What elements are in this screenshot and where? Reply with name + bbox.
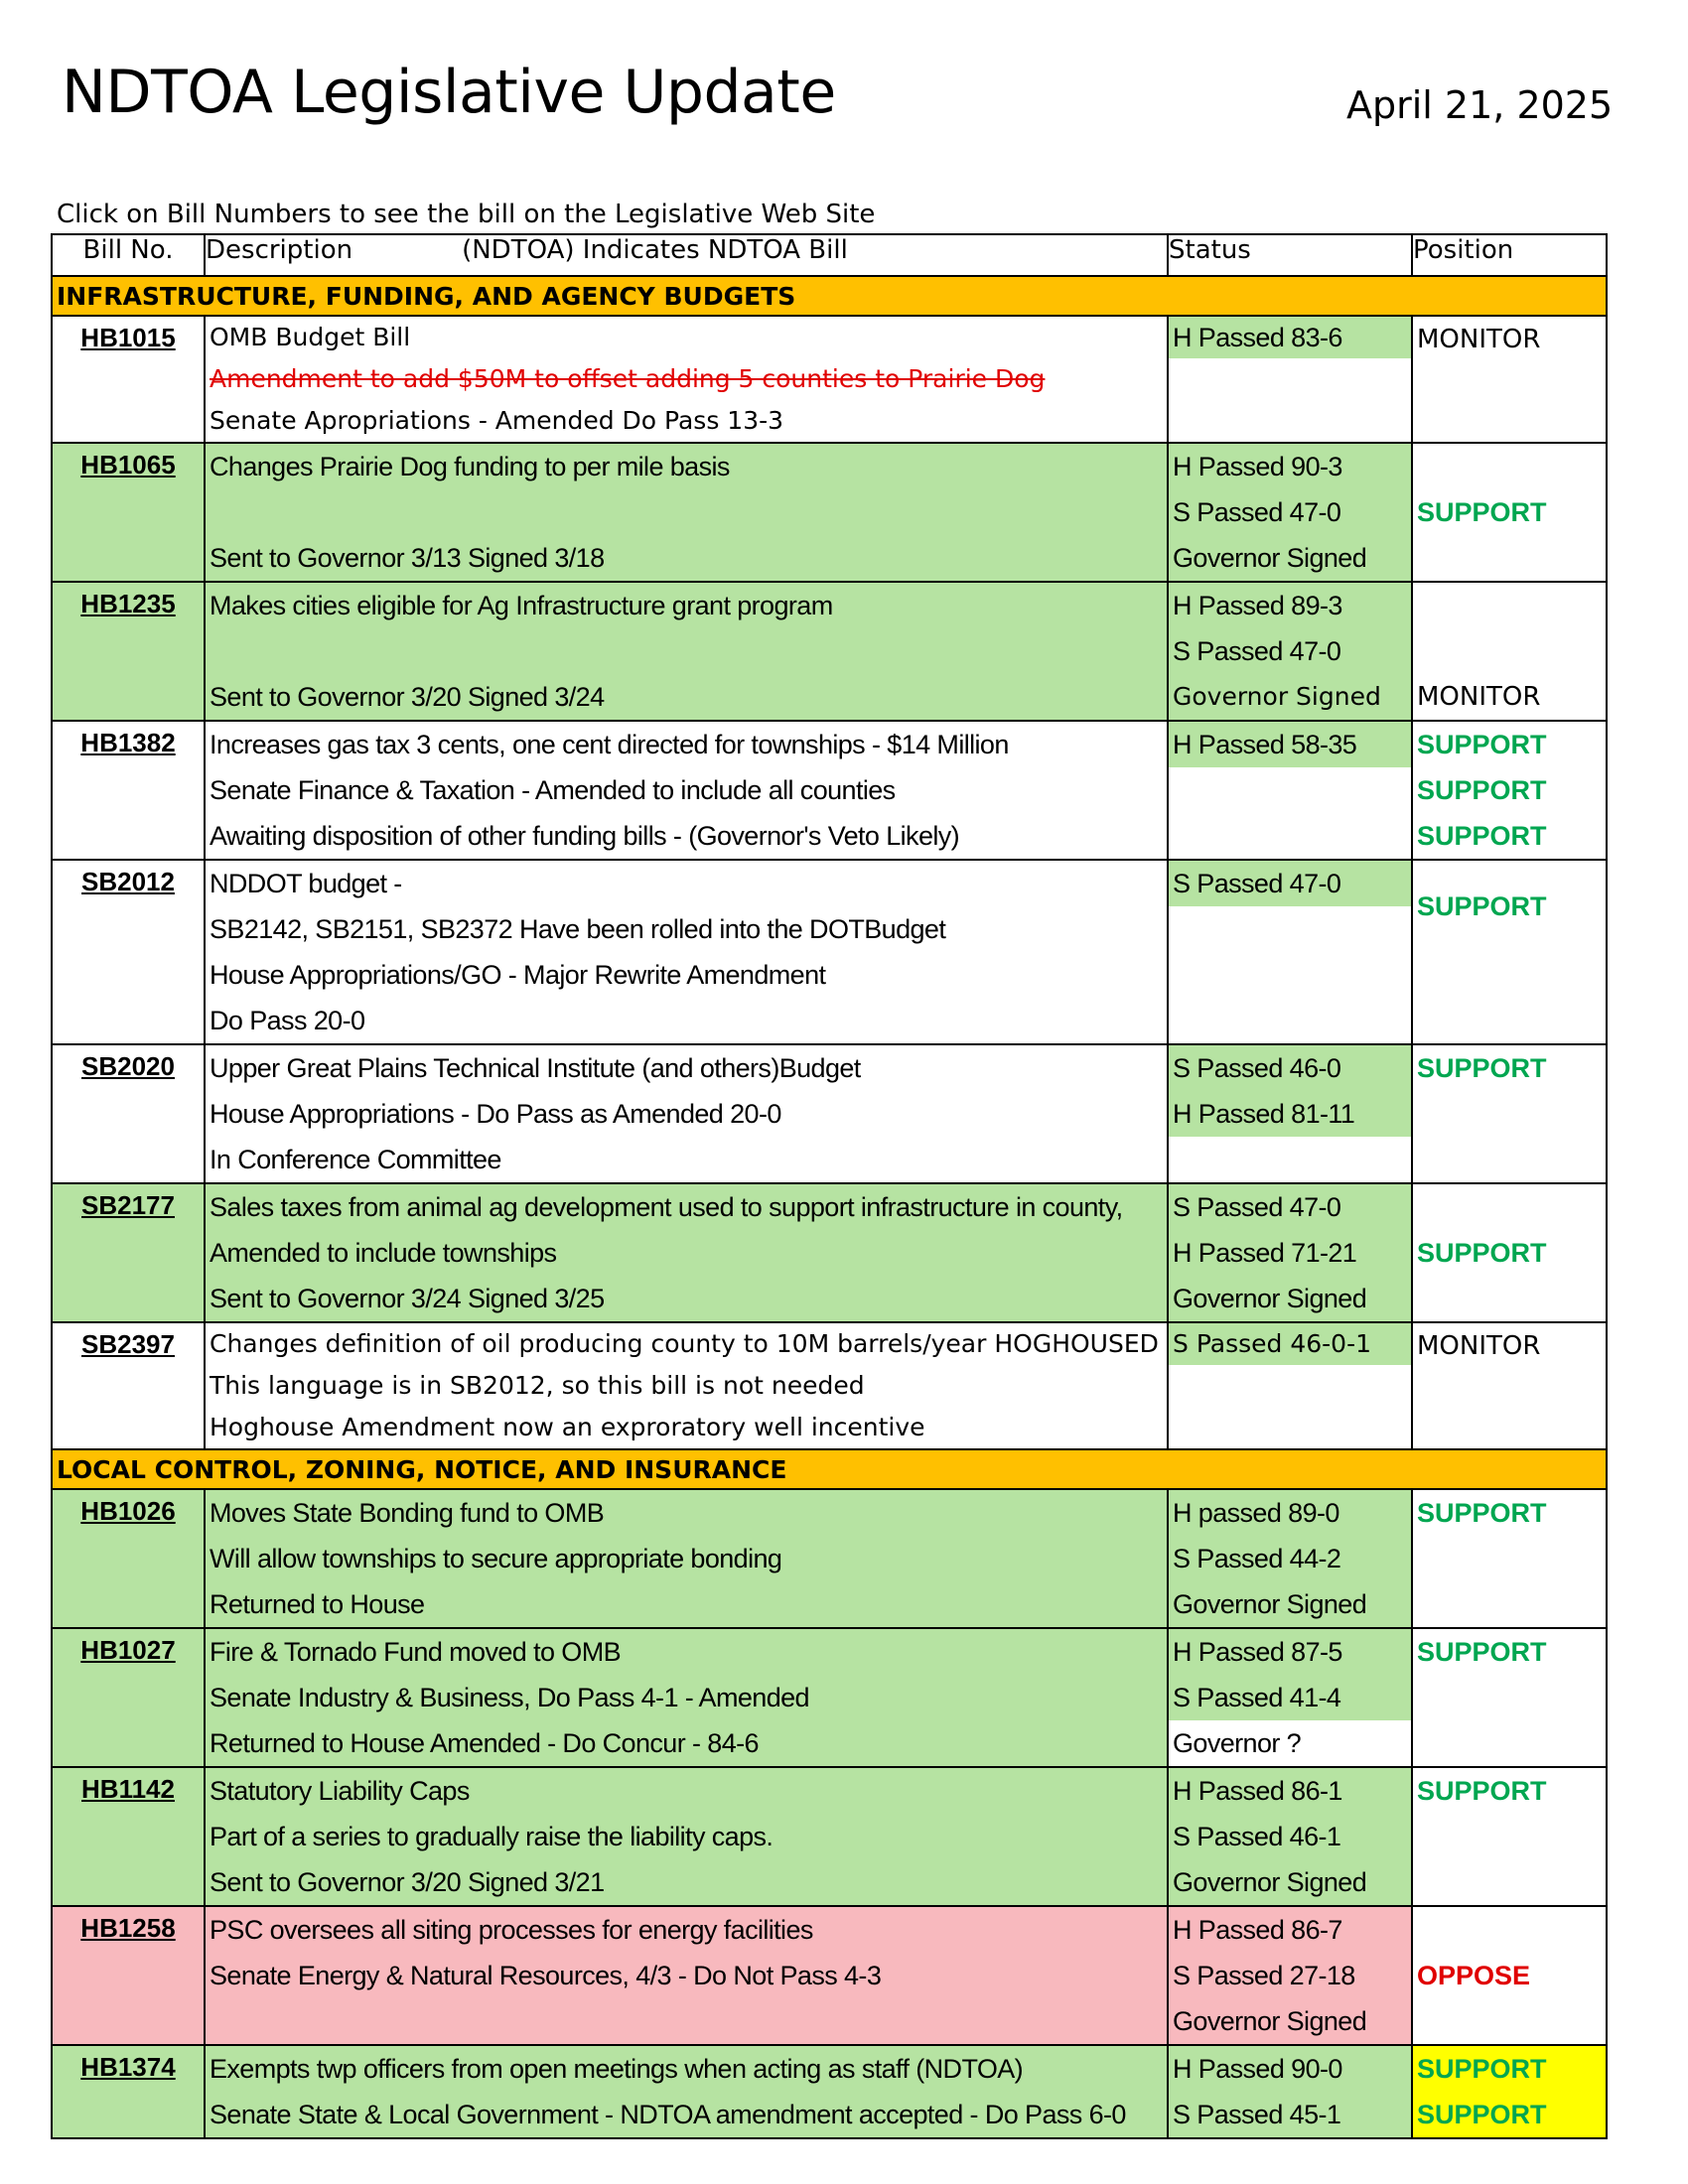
status-line: H Passed 71-21: [1169, 1230, 1411, 1276]
description-line: Returned to House Amended - Do Concur - 84-6: [210, 1728, 759, 1758]
description-line: Amendment to add $50M to offset adding 5 counties to Prairie Dog: [210, 364, 1046, 393]
bill-number-cell: [52, 721, 205, 860]
bill-link[interactable]: HB1027: [80, 1635, 176, 1665]
status-line: Governor ?: [1169, 1720, 1411, 1766]
status-cell: [1168, 1322, 1412, 1449]
description-line: This language is in SB2012, so this bill is not needed: [210, 1371, 865, 1400]
bill-number-cell: [52, 1628, 205, 1767]
description-line: Sent to Governor 3/13 Signed 3/18: [210, 543, 605, 573]
bill-link[interactable]: SB2020: [81, 1051, 175, 1081]
description-line: Senate Industry & Business, Do Pass 4-1 - Amended: [210, 1683, 809, 1712]
description-cell: [205, 2045, 1168, 2138]
status-line: S Passed 47-0: [1169, 861, 1411, 906]
position-badge: MONITOR: [1417, 682, 1541, 712]
status-cell: [1168, 1906, 1412, 2045]
page-title: NDTOA Legislative Update: [62, 58, 836, 127]
position-cell: [1412, 2045, 1607, 2138]
status-cell: [1168, 582, 1412, 721]
table-header-row: [52, 234, 1607, 276]
description-line: OMB Budget Bill: [210, 323, 411, 351]
description-line: Sent to Governor 3/24 Signed 3/25: [210, 1284, 605, 1313]
position-badge: SUPPORT: [1417, 1498, 1547, 1528]
bill-table: [51, 233, 1608, 2139]
section-header-row: [52, 1449, 1607, 1489]
position-cell: [1412, 443, 1607, 582]
position-cell: [1412, 1906, 1607, 2045]
position-badge: SUPPORT: [1417, 1776, 1547, 1806]
description-line: In Conference Committee: [210, 1145, 501, 1174]
status-line: S Passed 44-2: [1169, 1536, 1411, 1581]
position-cell: [1412, 721, 1607, 860]
status-line: H Passed 87-5: [1169, 1629, 1411, 1675]
description-line: Fire & Tornado Fund moved to OMB: [210, 1637, 621, 1667]
description-line: Increases gas tax 3 cents, one cent directed for townships - $14 Million: [210, 730, 1009, 759]
status-line: H Passed 83-6: [1169, 317, 1411, 358]
position-badge: SUPPORT: [1413, 2092, 1606, 2137]
bill-number-cell: [52, 1906, 205, 2045]
position-cell: [1412, 1489, 1607, 1628]
status-cell: [1168, 1767, 1412, 1906]
table-row: [52, 2045, 1607, 2138]
description-line: Do Pass 20-0: [210, 1006, 365, 1035]
description-line: Sent to Governor 3/20 Signed 3/21: [210, 1867, 605, 1897]
bill-number-cell: [52, 316, 205, 443]
status-line: [1169, 1137, 1411, 1182]
position-cell: [1412, 1044, 1607, 1183]
description-cell: [205, 443, 1168, 582]
bill-number-cell: [52, 582, 205, 721]
description-cell: [205, 1489, 1168, 1628]
table-row: [52, 1767, 1607, 1906]
bill-number-cell: [52, 1767, 205, 1906]
description-line: [206, 489, 1167, 535]
status-line: H Passed 86-1: [1169, 1768, 1411, 1814]
status-line: [1169, 813, 1411, 859]
status-line: S Passed 46-0: [1169, 1045, 1411, 1091]
description-line: Senate Apropriations - Amended Do Pass 13-3: [210, 406, 784, 435]
status-cell: [1168, 860, 1412, 1044]
bill-link[interactable]: HB1026: [80, 1496, 176, 1526]
table-row: [52, 1322, 1607, 1449]
status-line: S Passed 41-4: [1169, 1675, 1411, 1720]
description-line: Will allow townships to secure appropriate bonding: [210, 1544, 782, 1573]
status-line: Governor Signed: [1169, 1276, 1411, 1321]
table-row: [52, 1489, 1607, 1628]
description-line: Moves State Bonding fund to OMB: [210, 1498, 605, 1528]
position-badge: SUPPORT: [1413, 2046, 1606, 2092]
description-line: Changes Prairie Dog funding to per mile basis: [210, 452, 730, 481]
description-line: SB2142, SB2151, SB2372 Have been rolled into the DOTBudget: [210, 914, 946, 944]
description-note: (NDTOA) Indicates NDTOA Bill: [462, 235, 848, 265]
table-row: [52, 1044, 1607, 1183]
link-instruction: Click on Bill Numbers to see the bill on the Legislative Web Site: [57, 200, 876, 229]
bill-number-cell: [52, 1044, 205, 1183]
description-cell: [205, 1044, 1168, 1183]
description-cell: [205, 860, 1168, 1044]
description-cell: [205, 721, 1168, 860]
bill-link[interactable]: HB1015: [80, 323, 176, 352]
status-line: H Passed 90-0: [1169, 2046, 1411, 2092]
table-row: [52, 1183, 1607, 1322]
bill-link[interactable]: HB1258: [80, 1913, 176, 1943]
description-line: Makes cities eligible for Ag Infrastructure grant program: [210, 591, 833, 620]
status-line: S Passed 47-0: [1169, 1184, 1411, 1230]
bill-link[interactable]: HB1065: [80, 450, 176, 479]
bill-link[interactable]: SB2177: [81, 1190, 175, 1220]
bill-number-cell: [52, 1322, 205, 1449]
position-badge: SUPPORT: [1417, 1238, 1547, 1268]
description-cell: [205, 582, 1168, 721]
status-line: S Passed 47-0: [1169, 628, 1411, 674]
description-line: Part of a series to gradually raise the liability caps.: [210, 1822, 774, 1851]
position-badge: SUPPORT: [1417, 730, 1547, 759]
status-line: [1169, 952, 1411, 998]
description-line: Statutory Liability Caps: [210, 1776, 470, 1806]
description-line: Upper Great Plains Technical Institute (and others)Budget: [210, 1053, 861, 1083]
report-date: April 21, 2025: [1346, 83, 1614, 127]
status-line: S Passed 46-1: [1169, 1814, 1411, 1859]
description-line: House Appropriations/GO - Major Rewrite Amendment: [210, 960, 826, 990]
table-row: [52, 443, 1607, 582]
status-cell: [1168, 721, 1412, 860]
status-line: Governor Signed: [1169, 1998, 1411, 2044]
status-line: H Passed 89-3: [1169, 583, 1411, 628]
bill-link[interactable]: HB1382: [80, 728, 176, 757]
status-cell: [1168, 2045, 1412, 2138]
status-line: H Passed 86-7: [1169, 1907, 1411, 1953]
status-line: [1169, 400, 1411, 442]
position-badge: SUPPORT: [1417, 821, 1547, 851]
position-badge: MONITOR: [1417, 325, 1541, 354]
status-line: S Passed 47-0: [1169, 489, 1411, 535]
status-line: [1169, 1365, 1411, 1407]
bill-link[interactable]: SB2397: [81, 1329, 175, 1359]
bill-link[interactable]: HB1374: [80, 2052, 176, 2082]
description-line: Exempts twp officers from open meetings when acting as staff (NDTOA): [210, 2054, 1024, 2084]
position-cell: [1412, 1322, 1607, 1449]
description-line: House Appropriations - Do Pass as Amended 20-0: [210, 1099, 781, 1129]
table-row: [52, 316, 1607, 443]
description-line: Senate Finance & Taxation - Amended to include all counties: [210, 775, 896, 805]
description-line: Awaiting disposition of other funding bills - (Governor's Veto Likely): [210, 821, 960, 851]
status-line: H Passed 81-11: [1169, 1091, 1411, 1137]
status-line: [1169, 767, 1411, 813]
description-cell: [205, 1628, 1168, 1767]
position-badge: SUPPORT: [1417, 1637, 1547, 1667]
table-row: [52, 582, 1607, 721]
status-line: Governor Signed: [1169, 1859, 1411, 1905]
status-line: Governor Signed: [1169, 674, 1411, 720]
status-line: H Passed 58-35: [1169, 722, 1411, 767]
status-line: [1169, 358, 1411, 400]
description-line: Sent to Governor 3/20 Signed 3/24: [210, 682, 605, 712]
description-line: Changes definition of oil producing county to 10M barrels/year HOGHOUSED: [210, 1329, 1159, 1358]
status-line: [1169, 906, 1411, 952]
column-header-position: Position: [1412, 234, 1607, 276]
description-line: NDDOT budget -: [210, 869, 402, 898]
status-line: [1169, 1407, 1411, 1448]
description-line: Sales taxes from animal ag development used to support infrastructure in county,: [210, 1192, 1123, 1222]
bill-link[interactable]: HB1235: [80, 589, 176, 618]
status-cell: [1168, 443, 1412, 582]
position-badge: OPPOSE: [1417, 1961, 1531, 1990]
bill-link[interactable]: SB2012: [81, 867, 175, 896]
status-cell: [1168, 1183, 1412, 1322]
position-cell: [1412, 1628, 1607, 1767]
description-line: Senate State & Local Government - NDTOA amendment accepted - Do Pass 6-0: [210, 2100, 1126, 2129]
section-title: INFRASTRUCTURE, FUNDING, AND AGENCY BUDGETS: [52, 276, 1607, 316]
status-line: Governor Signed: [1169, 535, 1411, 581]
status-line: Governor Signed: [1169, 1581, 1411, 1627]
status-line: S Passed 45-1: [1169, 2092, 1411, 2137]
description-label: Description: [206, 235, 353, 265]
description-cell: [205, 1183, 1168, 1322]
description-line: [206, 1998, 1167, 2044]
status-cell: [1168, 316, 1412, 443]
bill-number-cell: [52, 2045, 205, 2138]
description-line: Hoghouse Amendment now an exproratory well incentive: [210, 1413, 925, 1441]
column-header-description: [205, 234, 1168, 276]
bill-number-cell: [52, 443, 205, 582]
description-cell: [205, 1906, 1168, 2045]
description-cell: [205, 1767, 1168, 1906]
position-cell: [1412, 1183, 1607, 1322]
description-line: Amended to include townships: [210, 1238, 557, 1268]
bill-number-cell: [52, 860, 205, 1044]
table-row: [52, 860, 1607, 1044]
table-row: [52, 1628, 1607, 1767]
column-header-bill: Bill No.: [52, 234, 205, 276]
section-header-row: [52, 276, 1607, 316]
bill-number-cell: [52, 1183, 205, 1322]
position-cell: [1412, 582, 1607, 721]
description-cell: [205, 1322, 1168, 1449]
bill-number-cell: [52, 1489, 205, 1628]
status-cell: [1168, 1489, 1412, 1628]
table-row: [52, 1906, 1607, 2045]
status-line: H Passed 90-3: [1169, 444, 1411, 489]
status-cell: [1168, 1044, 1412, 1183]
description-cell: [205, 316, 1168, 443]
status-line: [1169, 998, 1411, 1043]
position-badge: MONITOR: [1417, 1331, 1541, 1361]
status-line: H passed 89-0: [1169, 1490, 1411, 1536]
column-header-status: Status: [1168, 234, 1412, 276]
position-cell: [1412, 1767, 1607, 1906]
section-title: LOCAL CONTROL, ZONING, NOTICE, AND INSURANCE: [52, 1449, 1607, 1489]
position-badge: SUPPORT: [1417, 891, 1547, 921]
description-line: PSC oversees all siting processes for energy facilities: [210, 1915, 813, 1945]
status-line: S Passed 27-18: [1169, 1953, 1411, 1998]
position-badge: SUPPORT: [1417, 497, 1547, 527]
status-cell: [1168, 1628, 1412, 1767]
position-cell: [1412, 860, 1607, 1044]
position-badge: SUPPORT: [1417, 1053, 1547, 1083]
description-line: Senate Energy & Natural Resources, 4/3 - Do Not Pass 4-3: [210, 1961, 882, 1990]
status-line: S Passed 46-0-1: [1169, 1323, 1411, 1365]
bill-link[interactable]: HB1142: [81, 1774, 175, 1804]
description-line: Returned to House: [210, 1589, 425, 1619]
description-line: [206, 628, 1167, 674]
position-cell: [1412, 316, 1607, 443]
table-row: [52, 721, 1607, 860]
position-badge: SUPPORT: [1417, 775, 1547, 805]
